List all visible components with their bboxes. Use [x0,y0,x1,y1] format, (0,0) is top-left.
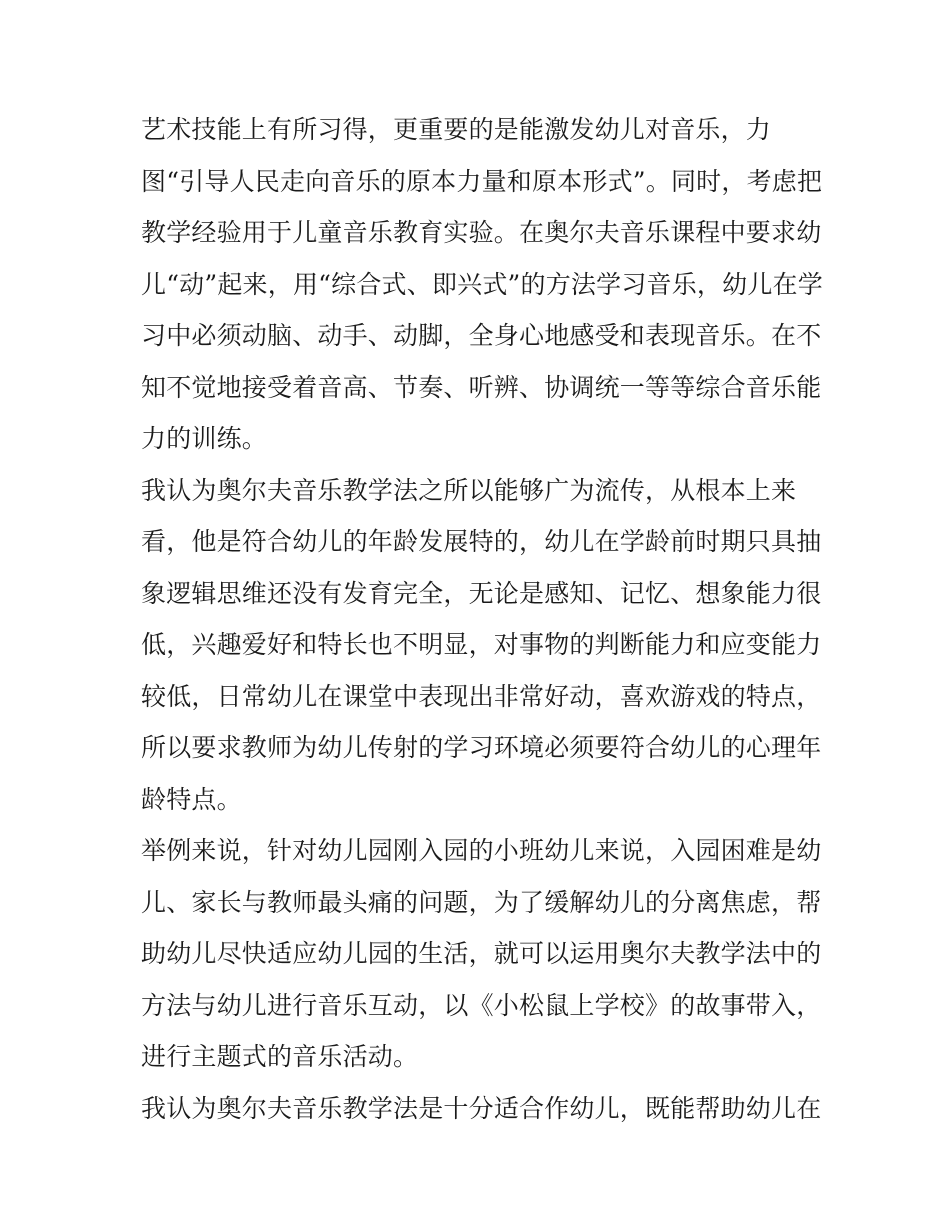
text-line-19: 进行主题式的音乐活动。 [141,1042,419,1071]
text-body [141,110,821,1140]
text-line-11: 低，兴趣爱好和特长也不明显，对事物的判断能力和应变能力 [141,630,822,659]
text-line-6: 知不觉地接受着音高、节奏、听辨、协调统一等等综合音乐能 [141,372,822,402]
text-line-7: 力的训练。 [141,424,268,453]
text-line-15: 举例来说，针对幼儿园刚入园的小班幼儿来说，入园困难是幼 [141,836,822,865]
text-line-9: 看，他是符合幼儿的年龄发展特的，幼儿在学龄前时期只具抽 [141,527,822,556]
text-line-3: 教学经验用于儿童音乐教育实验。在奥尔夫音乐课程中要求幼 [141,218,822,247]
text-line-2: 图“引导人民走向音乐的原本力量和原本形式”。同时，考虑把 [141,166,823,196]
text-line-14: 龄特点。 [141,784,242,814]
text-line-20: 我认为奥尔夫音乐教学法是十分适合作幼儿，既能帮助幼儿在 [141,1093,822,1123]
text-line-18: 方法与幼儿进行音乐互动，以《小松鼠上学校》的故事带入， [141,990,822,1020]
text-line-13: 所以要求教师为幼儿传射的学习环境必须要符合幼儿的心理年 [141,733,822,762]
text-line-8: 我认为奥尔夫音乐教学法之所以能够广为流传，从根本上来 [141,475,797,505]
text-line-4: 儿“动”起来，用“综合式、即兴式”的方法学习音乐，幼儿在学 [141,269,823,299]
text-line-5: 习中必须动脑、动手、动脚，全身心地感受和表现音乐。在不 [141,321,822,350]
text-line-16: 儿、家长与教师最头痛的问题，为了缓解幼儿的分离焦虑，帮 [141,887,822,917]
text-line-1: 艺术技能上有所习得，更重要的是能激发幼儿对音乐，力 [141,115,772,144]
text-line-10: 象逻辑思维还没有发育完全，无论是感知、记忆、想象能力很 [141,578,822,608]
text-line-12: 较低，日常幼儿在课堂中表现出非常好动，喜欢游戏的特点， [141,681,822,711]
text-line-17: 助幼儿尽快适应幼儿园的生活，就可以运用奥尔夫教学法中的 [141,939,822,968]
